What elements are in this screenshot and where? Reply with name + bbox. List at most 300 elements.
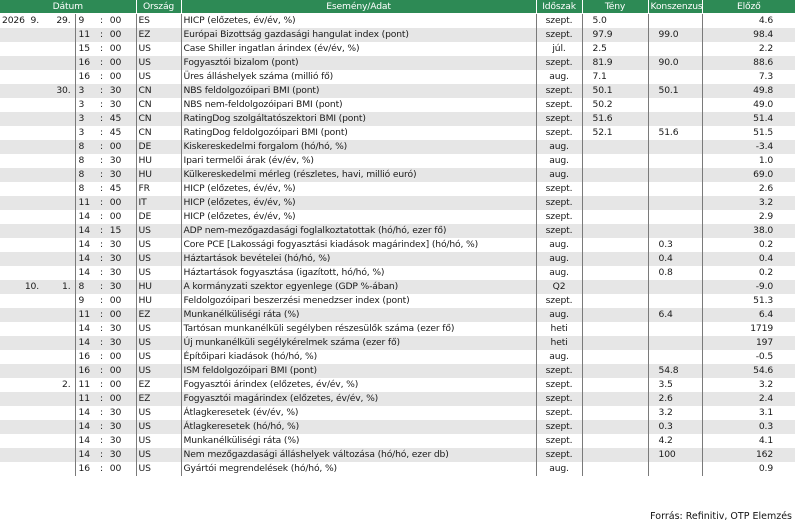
cell-country: US: [136, 434, 181, 448]
cell-consensus: 99.0: [648, 28, 702, 42]
cell-event: Átlagkeresetek (hó/hó, %): [181, 420, 536, 434]
time-minute: 00: [109, 211, 122, 222]
table-row: [0, 280, 795, 294]
cell-country: EZ: [136, 392, 181, 406]
cell-country: HU: [136, 154, 181, 168]
table-row: [0, 322, 795, 336]
cell-period: szept.: [536, 294, 582, 308]
cell-period: Q2: [536, 280, 582, 294]
time-separator: :: [100, 57, 103, 68]
time-minute: 45: [109, 127, 122, 138]
cell-month: [22, 70, 40, 84]
table-row: [0, 70, 795, 84]
cell-day: [40, 406, 75, 420]
cell-country: EZ: [136, 28, 181, 42]
cell-time: [75, 56, 136, 70]
cell-period: szept.: [536, 210, 582, 224]
cell-previous: 0.4: [702, 252, 795, 266]
cell-month: [22, 196, 40, 210]
cell-time: [75, 70, 136, 84]
cell-time: [75, 196, 136, 210]
time-hour: 16: [78, 71, 90, 82]
cell-period: szept.: [536, 378, 582, 392]
time-hour: 14: [78, 211, 90, 222]
cell-consensus: [648, 210, 702, 224]
cell-consensus: [648, 154, 702, 168]
cell-event: Üres álláshelyek száma (millió fő): [181, 70, 536, 84]
cell-event: Tartósan munkanélküli segélyben részesülők száma (ezer fő): [181, 322, 536, 336]
cell-day: [40, 462, 75, 476]
cell-year: [0, 196, 22, 210]
cell-month: [22, 210, 40, 224]
cell-event: Átlagkeresetek (év/év, %): [181, 406, 536, 420]
cell-month: [22, 252, 40, 266]
time-hour: 8: [78, 141, 85, 152]
time-hour: 3: [78, 99, 85, 110]
cell-period: szept.: [536, 434, 582, 448]
cell-country: US: [136, 266, 181, 280]
table-row: [0, 350, 795, 364]
table-row: [0, 126, 795, 140]
cell-country: HU: [136, 168, 181, 182]
cell-year: [0, 112, 22, 126]
time-separator: :: [100, 211, 103, 222]
time-separator: :: [100, 379, 103, 390]
cell-time: [75, 266, 136, 280]
cell-month: [22, 448, 40, 462]
cell-day: [40, 364, 75, 378]
time-separator: :: [100, 407, 103, 418]
time-hour: 11: [78, 309, 90, 320]
table-row: [0, 56, 795, 70]
cell-year: [0, 70, 22, 84]
time-hour: 9: [78, 295, 85, 306]
cell-month: [22, 98, 40, 112]
cell-time: [75, 112, 136, 126]
time-minute: 15: [109, 225, 122, 236]
cell-month: [22, 112, 40, 126]
table-row: [0, 42, 795, 56]
cell-actual: 2.5: [582, 42, 648, 56]
cell-period: heti: [536, 322, 582, 336]
time-hour: 11: [78, 197, 90, 208]
cell-country: US: [136, 252, 181, 266]
cell-year: [0, 28, 22, 42]
time-hour: 3: [78, 85, 85, 96]
table-row: [0, 392, 795, 406]
cell-day: [40, 350, 75, 364]
cell-event: Munkanélküliségi ráta (%): [181, 308, 536, 322]
cell-country: US: [136, 420, 181, 434]
cell-year: [0, 238, 22, 252]
time-minute: 30: [109, 85, 122, 96]
cell-consensus: [648, 196, 702, 210]
cell-previous: 0.2: [702, 266, 795, 280]
cell-time: [75, 14, 136, 29]
cell-country: US: [136, 336, 181, 350]
table-body: [0, 14, 795, 477]
cell-previous: 0.3: [702, 420, 795, 434]
cell-actual: [582, 196, 648, 210]
cell-actual: [582, 378, 648, 392]
table-row: [0, 266, 795, 280]
cell-consensus: 100: [648, 448, 702, 462]
cell-event: NBS feldolgozóipari BMI (pont): [181, 84, 536, 98]
time-minute: 30: [109, 169, 122, 180]
cell-actual: [582, 406, 648, 420]
cell-time: [75, 434, 136, 448]
cell-month: [22, 336, 40, 350]
cell-country: IT: [136, 196, 181, 210]
cell-day: [40, 28, 75, 42]
cell-previous: 3.2: [702, 196, 795, 210]
cell-previous: 2.9: [702, 210, 795, 224]
cell-time: [75, 154, 136, 168]
table-row: [0, 140, 795, 154]
cell-day: [40, 252, 75, 266]
time-hour: 14: [78, 337, 90, 348]
cell-day: 1.: [40, 280, 75, 294]
time-separator: :: [100, 71, 103, 82]
cell-actual: [582, 224, 648, 238]
header-actual: Tény: [582, 0, 648, 14]
cell-country: DE: [136, 140, 181, 154]
time-minute: 30: [109, 323, 122, 334]
cell-actual: [582, 140, 648, 154]
cell-period: aug.: [536, 252, 582, 266]
time-hour: 14: [78, 323, 90, 334]
time-minute: 30: [109, 407, 122, 418]
time-separator: :: [100, 155, 103, 166]
cell-time: [75, 294, 136, 308]
time-separator: :: [100, 29, 103, 40]
cell-period: szept.: [536, 112, 582, 126]
cell-actual: [582, 350, 648, 364]
time-minute: 00: [109, 57, 122, 68]
cell-previous: 38.0: [702, 224, 795, 238]
cell-day: [40, 140, 75, 154]
time-separator: :: [100, 225, 103, 236]
cell-consensus: [648, 14, 702, 29]
time-minute: 30: [109, 99, 122, 110]
table-row: [0, 252, 795, 266]
time-separator: :: [100, 197, 103, 208]
cell-actual: [582, 280, 648, 294]
time-separator: :: [100, 169, 103, 180]
cell-event: HICP (előzetes, év/év, %): [181, 182, 536, 196]
cell-previous: 98.4: [702, 28, 795, 42]
cell-day: [40, 112, 75, 126]
time-minute: 00: [109, 141, 122, 152]
cell-time: [75, 378, 136, 392]
cell-previous: 49.0: [702, 98, 795, 112]
cell-event: Fogyasztói bizalom (pont): [181, 56, 536, 70]
time-hour: 3: [78, 113, 85, 124]
cell-time: [75, 280, 136, 294]
cell-month: [22, 266, 40, 280]
cell-time: [75, 420, 136, 434]
cell-month: [22, 238, 40, 252]
cell-consensus: 3.5: [648, 378, 702, 392]
time-minute: 00: [109, 15, 122, 26]
cell-consensus: [648, 98, 702, 112]
cell-event: Építőipari kiadások (hó/hó, %): [181, 350, 536, 364]
cell-month: [22, 126, 40, 140]
cell-year: [0, 140, 22, 154]
cell-consensus: 3.2: [648, 406, 702, 420]
cell-previous: 3.2: [702, 378, 795, 392]
cell-previous: 3.1: [702, 406, 795, 420]
cell-consensus: [648, 168, 702, 182]
cell-country: US: [136, 56, 181, 70]
cell-year: [0, 294, 22, 308]
cell-period: szept.: [536, 28, 582, 42]
table-row: [0, 98, 795, 112]
cell-day: 29.: [56, 15, 71, 26]
cell-period: szept.: [536, 182, 582, 196]
cell-event: ADP nem-mezőgazdasági foglalkoztatottak (hó/hó, ezer fő): [181, 224, 536, 238]
cell-day: [40, 238, 75, 252]
cell-month: [22, 350, 40, 364]
cell-year: [0, 84, 22, 98]
cell-event: Fogyasztói árindex (előzetes, év/év, %): [181, 378, 536, 392]
time-separator: :: [100, 15, 103, 26]
cell-consensus: [648, 224, 702, 238]
time-minute: 00: [109, 351, 122, 362]
cell-previous: 51.3: [702, 294, 795, 308]
cell-country: EZ: [136, 378, 181, 392]
cell-previous: 1.0: [702, 154, 795, 168]
time-minute: 30: [109, 421, 122, 432]
cell-country: US: [136, 238, 181, 252]
cell-period: aug.: [536, 154, 582, 168]
cell-actual: [582, 420, 648, 434]
time-minute: 30: [109, 435, 122, 446]
time-hour: 16: [78, 365, 90, 376]
cell-year: [0, 168, 22, 182]
cell-country: US: [136, 322, 181, 336]
time-hour: 8: [78, 155, 85, 166]
cell-time: [75, 84, 136, 98]
cell-month: [22, 56, 40, 70]
cell-previous: 4.6: [702, 14, 795, 29]
cell-previous: 2.4: [702, 392, 795, 406]
time-hour: 14: [78, 449, 90, 460]
cell-country: EZ: [136, 308, 181, 322]
cell-consensus: [648, 42, 702, 56]
time-hour: 11: [78, 29, 90, 40]
cell-actual: 97.9: [582, 28, 648, 42]
time-separator: :: [100, 365, 103, 376]
cell-day: [40, 42, 75, 56]
table-row: [0, 294, 795, 308]
cell-consensus: [648, 182, 702, 196]
cell-actual: [582, 210, 648, 224]
cell-country: US: [136, 350, 181, 364]
table-row: [0, 448, 795, 462]
cell-day: [40, 308, 75, 322]
cell-month: [22, 420, 40, 434]
time-hour: 14: [78, 435, 90, 446]
cell-event: Case Shiller ingatlan árindex (év/év, %): [181, 42, 536, 56]
cell-year: [0, 462, 22, 476]
cell-time: [75, 406, 136, 420]
cell-period: szept.: [536, 420, 582, 434]
cell-period: szept.: [536, 14, 582, 29]
cell-period: júl.: [536, 42, 582, 56]
cell-year: [0, 252, 22, 266]
cell-month: [22, 364, 40, 378]
time-hour: 8: [78, 183, 85, 194]
cell-country: HU: [136, 294, 181, 308]
cell-year: [0, 182, 22, 196]
cell-month: [22, 42, 40, 56]
cell-event: RatingDog feldolgozóipari BMI (pont): [181, 126, 536, 140]
cell-day: [40, 392, 75, 406]
cell-consensus: 4.2: [648, 434, 702, 448]
time-minute: 00: [109, 71, 122, 82]
cell-year: 2026: [2, 15, 25, 26]
cell-year: [0, 336, 22, 350]
time-minute: 45: [109, 183, 122, 194]
cell-consensus: [648, 70, 702, 84]
cell-actual: [582, 448, 648, 462]
time-separator: :: [100, 183, 103, 194]
cell-country: US: [136, 224, 181, 238]
cell-consensus: [648, 462, 702, 476]
cell-event: A kormányzati szektor egyenlege (GDP %-ában): [181, 280, 536, 294]
cell-time: [75, 28, 136, 42]
cell-time: [75, 42, 136, 56]
cell-actual: 50.2: [582, 98, 648, 112]
cell-country: DE: [136, 210, 181, 224]
table-row: [0, 14, 795, 29]
cell-event: Külkereskedelmi mérleg (részletes, havi, millió euró): [181, 168, 536, 182]
cell-time: [75, 336, 136, 350]
cell-time: [75, 168, 136, 182]
time-separator: :: [100, 323, 103, 334]
cell-year: [0, 434, 22, 448]
cell-event: Kiskereskedelmi forgalom (hó/hó, %): [181, 140, 536, 154]
cell-previous: 51.4: [702, 112, 795, 126]
cell-period: aug.: [536, 140, 582, 154]
cell-day: [40, 420, 75, 434]
time-hour: 11: [78, 393, 90, 404]
cell-event: Ipari termelői árak (év/év, %): [181, 154, 536, 168]
cell-month: [22, 322, 40, 336]
cell-year: [0, 322, 22, 336]
time-minute: 00: [109, 197, 122, 208]
time-minute: 30: [109, 155, 122, 166]
time-separator: :: [100, 267, 103, 278]
time-separator: :: [100, 295, 103, 306]
time-separator: :: [100, 141, 103, 152]
time-minute: 30: [109, 267, 122, 278]
cell-actual: [582, 364, 648, 378]
table-row: [0, 84, 795, 98]
header-country: Ország: [136, 0, 181, 14]
cell-consensus: [648, 140, 702, 154]
time-separator: :: [100, 393, 103, 404]
cell-actual: 81.9: [582, 56, 648, 70]
table-row: [0, 196, 795, 210]
time-separator: :: [100, 449, 103, 460]
table-row: [0, 378, 795, 392]
cell-actual: [582, 252, 648, 266]
cell-month: [22, 140, 40, 154]
table-row: [0, 224, 795, 238]
time-hour: 11: [78, 379, 90, 390]
cell-period: szept.: [536, 392, 582, 406]
cell-day: [40, 336, 75, 350]
cell-day: [40, 98, 75, 112]
cell-month: [22, 182, 40, 196]
cell-previous: 0.9: [702, 462, 795, 476]
time-separator: :: [100, 85, 103, 96]
cell-month: [22, 84, 40, 98]
cell-time: [75, 140, 136, 154]
cell-month: [22, 378, 40, 392]
cell-actual: [582, 154, 648, 168]
cell-year: [0, 378, 22, 392]
table-row: [0, 420, 795, 434]
cell-consensus: 90.0: [648, 56, 702, 70]
cell-period: szept.: [536, 406, 582, 420]
cell-event: Munkanélküliségi ráta (%): [181, 434, 536, 448]
cell-year: [0, 98, 22, 112]
time-minute: 45: [109, 113, 122, 124]
cell-event: Core PCE [Lakossági fogyasztási kiadások magárindex] (hó/hó, %): [181, 238, 536, 252]
cell-actual: [582, 462, 648, 476]
cell-previous: 2.2: [702, 42, 795, 56]
cell-actual: [582, 434, 648, 448]
cell-previous: 4.1: [702, 434, 795, 448]
cell-consensus: 0.4: [648, 252, 702, 266]
cell-day: [40, 182, 75, 196]
cell-time: [75, 392, 136, 406]
cell-month: 9.: [30, 15, 39, 26]
cell-period: aug.: [536, 266, 582, 280]
cell-previous: 6.4: [702, 308, 795, 322]
cell-period: szept.: [536, 56, 582, 70]
time-hour: 9: [78, 15, 85, 26]
cell-period: aug.: [536, 350, 582, 364]
cell-previous: -3.4: [702, 140, 795, 154]
time-separator: :: [100, 253, 103, 264]
time-separator: :: [100, 337, 103, 348]
cell-country: US: [136, 406, 181, 420]
cell-year: [0, 154, 22, 168]
cell-month: [22, 308, 40, 322]
table-row: [0, 28, 795, 42]
time-separator: :: [100, 309, 103, 320]
cell-previous: 2.6: [702, 182, 795, 196]
time-minute: 30: [109, 281, 122, 292]
cell-actual: [582, 294, 648, 308]
cell-time: [75, 210, 136, 224]
cell-country: US: [136, 42, 181, 56]
cell-year: [0, 448, 22, 462]
cell-consensus: [648, 294, 702, 308]
cell-day: [40, 70, 75, 84]
cell-event: RatingDog szolgáltatószektori BMI (pont): [181, 112, 536, 126]
cell-month: [22, 434, 40, 448]
time-minute: 00: [109, 393, 122, 404]
time-separator: :: [100, 421, 103, 432]
cell-year: [0, 308, 22, 322]
cell-event: Fogyasztói magárindex (előzetes, év/év, %): [181, 392, 536, 406]
cell-previous: 69.0: [702, 168, 795, 182]
